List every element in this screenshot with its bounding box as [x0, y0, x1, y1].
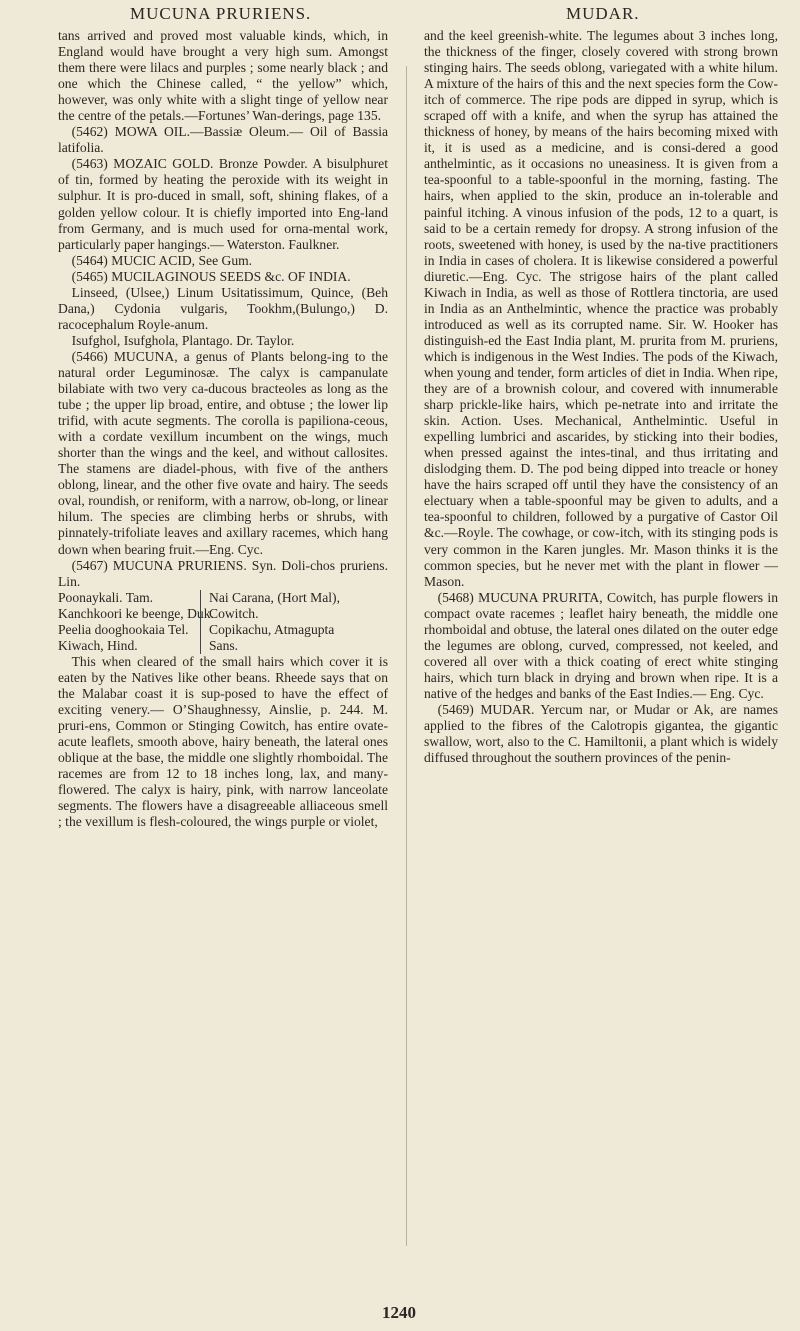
page-number: 1240	[382, 1303, 416, 1322]
synonym: Nai Carana, (Hort Mal),	[209, 589, 340, 605]
right-column	[424, 28, 778, 766]
synonym-table	[58, 590, 388, 654]
synonym: Kanchkoori ke beenge, Duk.	[58, 605, 214, 621]
left-column	[58, 28, 388, 830]
entry-5467: (5467) MUCUNA PRURIENS. Syn. Doli-chos pruriens. Lin.	[58, 557, 388, 589]
synonym: Cowitch.	[209, 605, 259, 621]
synonym: Sans.	[209, 637, 239, 653]
synonym-list-right	[201, 590, 388, 654]
entry-5466: (5466) MUCUNA, a genus of Plants belong-ing to the natural order Leguminosæ. The calyx is campanulate bilabiate with two very ca-ducous bracteoles as long as the tube ; the upper lip broad, entire, and obtuse ; the lower lip trifid, with acute segments. The corolla is papiliona-ceous, with a cordate vexillum incumbent on the wings, much shorter than the wings and the keel, and without callosites. The stamens are diadel-phous, with five of the anthers oblong, linear, and the other five ovate and hairy. The seeds oval, roundish, or reniform, with a narrow, ob-long, or linear hilum. The species are climbing herbs or shrubs, with pinnately-trifoliate leaves and axillary racemes, which hang down when bearing fruit.—Eng. Cyc.	[58, 348, 388, 557]
paragraph: tans arrived and proved most valuable kinds, which, in England would have brought a very high sum. Amongst them there were lilacs and purples ; some nearly black ; and one which the Chinese called, “ the yellow” which, however, was only white with a slight tinge of yellow near the centre of the petals.—Fortunes’ Wan-derings, page 135.	[58, 28, 388, 124]
synonym: Kiwach, Hind.	[58, 637, 138, 653]
seed-list: Linseed, (Ulsee,) Linum Usitatissimum, Quince, (Beh Dana,) Cydonia vulgaris, Tookhm,(Bulungo,) D. racocephalum Royle-anum.	[58, 284, 388, 332]
entry-5468: (5468) MUCUNA PRURITA, Cowitch, has purple flowers in compact ovate racemes ; leaflet hairy beneath, the middle one rhomboidal and obtuse, the lateral ones dilated on the outer edge the legumes are oblong, curved, compressed, not keeled, and covered all over with a thick coating of erect white stinging hairs, which turn black in drying and brown when ripe. It is a native of the hedges and banks of the East Indies.— Eng. Cyc.	[424, 589, 778, 701]
entry-5464: (5464) MUCIC ACID, See Gum.	[71, 252, 253, 268]
seed-list-2: Isufghol, Isufghola, Plantago. Dr. Taylor.	[71, 332, 295, 348]
column-divider	[406, 66, 407, 1246]
running-head-right: MUDAR.	[566, 4, 640, 23]
synonym-list-left	[58, 589, 214, 654]
entry-5463: (5463) MOZAIC GOLD. Bronze Powder. A bisulphuret of tin, formed by heating the peroxide with its weight in sulphur. It is pro-duced in small, soft, shining flakes, of a golden yellow colour. It is chiefly imported into Eng-land from Germany, and is much used for orna-mental work, particularly paper hangings.— Waterston. Faulkner.	[58, 156, 388, 252]
running-head-left: MUCUNA PRURIENS.	[130, 4, 312, 23]
synonym: Copikachu, Atmagupta	[209, 621, 335, 637]
entry-5462: (5462) MOWA OIL.—Bassiæ Oleum.— Oil of Bassia latifolia.	[58, 124, 388, 156]
paragraph: and the keel greenish-white. The legumes about 3 inches long, the thickness of the finger, closely covered with strong brown stinging hairs. The seeds oblong, variegated with a white hilum. A mixture of the hairs of this and the next species form the Cow-itch of commerce. The ripe pods are dipped in syrup, which is scraped off with a knife, and when the syrup has attained the thickness of honey, by means of the hairs becoming mixed with it, it is used as a medicine, and is consi-dered a good anthelmintic, as it occasions no uneasiness. It is given from a tea-spoonful to a table-spoonful in the morning, fasting. The hairs, when applied to the skin, produce an in-tolerable and painful itching. A vinous infusion of the pods, 12 to a quart, is said to be a certain remedy for dropsy. A strong infusion of the roots, sweetened with honey, is used by the na-tive practitioners in India in cases of cholera. It is likewise considered a powerful diuretic.—Eng. Cyc. The strigose hairs of the plant called Kiwach in India, as well as those of Rottlera tinctoria, are used in India as an Anthelmintic, whence the practice was probably introduced as well as its corrupted name. Sir. W. Hooker has distinguish-ed the East India plant, M. prurita from M. pruriens, which is indigenous in the West Indies. The pods of the Kiwach, when young and tender, form articles of diet in India. When ripe, they are of a brownish colour, and covered with innumerable sharp prickle-like hairs, which pe-netrate into and irritate the skin. Action. Uses. Mechanical, Anthelmintic. Useful in expelling lumbrici and ascarides, by sticking into their bodies, when pressed against the intes-tinal, and thus irritating and dislodging them. D. The pod being dipped into treacle or honey have the hairs scraped off until they have the consistency of an electuary when a table-spoonful may be given to adults, and a tea-spoonful to children, followed by a purgative of Castor Oil &c.—Royle. The cowhage, or cow-itch, with its stinging pods is very common in the Karen jungles. Mr. Mason thinks it is the common species, but he never met with the plant in flower —Mason.	[424, 28, 778, 589]
entry-5465: (5465) MUCILAGINOUS SEEDS &c. OF INDIA.	[71, 268, 351, 284]
synonym: Peelia dooghookaia Tel.	[58, 621, 189, 637]
synonym: Poonaykali. Tam.	[58, 589, 154, 605]
entry-5469: (5469) MUDAR. Yercum nar, or Mudar or Ak, are names applied to the fibres of the Calotropis gigantea, the gigantic swallow, wort, also to the C. Hamiltonii, a plant which is widely diffused throughout the southern provinces of the penin-	[424, 701, 778, 766]
paragraph: This when cleared of the small hairs which cover it is eaten by the Natives like other beans. Rheede says that on the Malabar coast it is sup-posed to have the effect of exciting venery.— O’Shaughnessy, Ainslie, p. 244. M. pruri-ens, Common or Stinging Cowitch, has entire ovate-acute leaflets, smooth above, hairy beneath, the lateral ones oblique at the base, the middle one slightly rhomboidal. The racemes are from 12 to 18 inches long, lax, and many-flowered. The calyx is hairy, pink, with narrow lanceolate segments. The flowers have a disagreeable alliaceous smell ; the vexillum is flesh-coloured, the wings purple or violet,	[58, 653, 388, 830]
